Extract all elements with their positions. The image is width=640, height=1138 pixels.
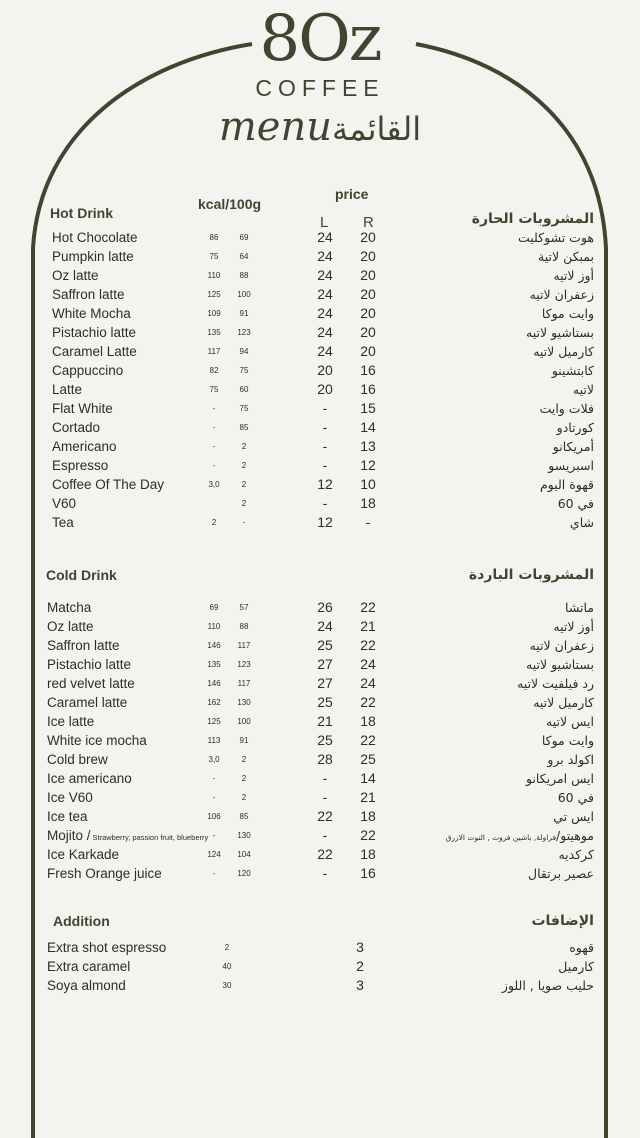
kcal-large: - <box>212 404 216 413</box>
price-large: 20 <box>317 381 333 397</box>
kcal-large: 109 <box>207 309 221 318</box>
item-name-ar: قهوة اليوم <box>540 477 594 492</box>
item-name-en: Ice latte <box>47 714 95 729</box>
kcal-large: 110 <box>207 622 221 631</box>
kcal-large: 125 <box>207 717 221 726</box>
price-large: 25 <box>317 694 333 710</box>
kcal-regular: 117 <box>237 641 251 650</box>
item-name-en: Matcha <box>47 600 92 615</box>
item-name-ar: كابتشينو <box>551 363 594 378</box>
item-name-en: Soya almond <box>47 978 126 993</box>
item-name-en: V60 <box>52 496 77 511</box>
item-name-en: Pistachio latte <box>52 325 137 340</box>
price-large: 22 <box>317 808 333 824</box>
item-name-ar: أوز لاتيه <box>553 268 594 283</box>
kcal-regular: 2 <box>241 755 247 764</box>
item-name-ar: كورتادو <box>556 420 594 435</box>
menu-row <box>0 655 640 674</box>
menu-row <box>0 864 640 883</box>
menu-title-ar: القائمة <box>331 110 422 148</box>
price-regular: 25 <box>360 751 376 767</box>
item-name-ar: ايس لاتيه <box>546 714 594 729</box>
menu-row <box>0 826 640 845</box>
price-value: 3 <box>356 939 364 955</box>
price-regular: 22 <box>360 732 376 748</box>
item-name-en: Latte <box>52 382 83 397</box>
item-name-en: Coffee Of The Day <box>52 477 165 492</box>
item-name-en: Oz latte <box>52 268 99 283</box>
menu-row <box>0 957 640 976</box>
price-regular: 21 <box>360 789 376 805</box>
kcal-regular: 91 <box>239 736 249 745</box>
item-name-ar: بستاشيو لاتيه <box>526 325 594 340</box>
menu-row <box>0 938 640 957</box>
menu-row <box>0 437 640 456</box>
kcal-regular: 130 <box>237 831 251 840</box>
price-regular: 22 <box>360 599 376 615</box>
menu-row <box>0 788 640 807</box>
price-large: 12 <box>317 514 333 530</box>
menu-row <box>0 418 640 437</box>
addition-title-en: Addition <box>53 913 110 929</box>
kcal-large: - <box>212 793 216 802</box>
price-regular: 18 <box>360 495 376 511</box>
brand-logo: 8Oz <box>259 2 381 76</box>
item-name-en: Hot Chocolate <box>52 230 138 245</box>
price-large: 24 <box>317 324 333 340</box>
price-regular: 24 <box>360 656 376 672</box>
menu-row <box>0 285 640 304</box>
menu-title <box>0 104 640 158</box>
kcal-large: 113 <box>207 736 221 745</box>
price-large: 24 <box>317 618 333 634</box>
kcal-large: 135 <box>207 328 221 337</box>
kcal-regular: 2 <box>241 442 247 451</box>
menu-title-en: menu <box>218 104 332 150</box>
kcal-regular: 57 <box>239 603 249 612</box>
menu-row <box>0 674 640 693</box>
item-name-ar: كارميل لاتيه <box>533 344 594 359</box>
item-name-en: Flat White <box>52 401 113 416</box>
price-regular: 12 <box>360 457 376 473</box>
kcal-regular: 85 <box>239 812 249 821</box>
item-name-ar: ايس امريكانو <box>525 771 594 786</box>
menu-row <box>0 342 640 361</box>
menu-row <box>0 693 640 712</box>
price-regular: 14 <box>360 770 376 786</box>
item-name-en: Saffron latte <box>47 638 120 653</box>
kcal-value: 2 <box>224 943 230 952</box>
menu-row <box>0 323 640 342</box>
item-name-en: Cold brew <box>47 752 108 767</box>
kcal-regular: 94 <box>239 347 249 356</box>
price-regular: 20 <box>360 286 376 302</box>
item-name-en: Saffron latte <box>52 287 125 302</box>
kcal-large: 82 <box>209 366 219 375</box>
kcal-regular: 2 <box>241 480 247 489</box>
price-regular: 21 <box>360 618 376 634</box>
price-regular: 20 <box>360 343 376 359</box>
kcal-regular: 64 <box>239 252 249 261</box>
kcal-regular: 69 <box>239 233 249 242</box>
price-large: 28 <box>317 751 333 767</box>
price-large: 25 <box>317 637 333 653</box>
kcal-value: 30 <box>222 981 232 990</box>
price-large: - <box>322 827 328 843</box>
cold-drink-title-en: Cold Drink <box>46 567 117 583</box>
price-large: 27 <box>317 675 333 691</box>
item-name-ar: موهيتو/ <box>556 828 594 843</box>
item-name-en: Cortado <box>52 420 101 435</box>
item-name-en: Pumpkin latte <box>52 249 134 264</box>
price-regular: 20 <box>360 248 376 264</box>
menu-row <box>0 845 640 864</box>
item-name-en: Cappuccino <box>52 363 124 378</box>
price-regular: 24 <box>360 675 376 691</box>
kcal-regular: 91 <box>239 309 249 318</box>
price-large: 22 <box>317 846 333 862</box>
kcal-large: - <box>212 869 216 878</box>
kcal-large: - <box>212 423 216 432</box>
price-regular: 14 <box>360 419 376 435</box>
kcal-regular: 88 <box>239 622 249 631</box>
item-name-en: Ice V60 <box>47 790 93 805</box>
menu-row <box>0 456 640 475</box>
brand-subtitle: COFFEE <box>255 75 385 101</box>
price-regular: - <box>365 514 371 530</box>
price-large: 21 <box>317 713 333 729</box>
price-regular: 13 <box>360 438 376 454</box>
price-regular: 20 <box>360 267 376 283</box>
price-large: - <box>322 789 328 805</box>
kcal-large: 69 <box>209 603 219 612</box>
item-name-ar: اسبريسو <box>548 458 594 473</box>
kcal-large: - <box>212 442 216 451</box>
size-large-header: L <box>320 214 329 231</box>
item-name-en: Extra shot espresso <box>47 940 167 955</box>
menu-row <box>0 361 640 380</box>
price-large: 24 <box>317 248 333 264</box>
menu-row <box>0 247 640 266</box>
item-name-ar: عصير برتقال <box>527 866 594 881</box>
item-name-en: Extra caramel <box>47 959 131 974</box>
addition-title-ar: الإضافات <box>531 913 594 929</box>
item-name-ar: بستاشيو لاتيه <box>526 657 594 672</box>
kcal-regular: - <box>242 518 246 527</box>
item-name-ar: بمبكن لاتية <box>538 249 594 264</box>
price-large: 20 <box>317 362 333 378</box>
item-name-ar: رد فيلفيت لاتيه <box>517 676 594 691</box>
price-value: 2 <box>356 958 364 974</box>
price-regular: 20 <box>360 305 376 321</box>
kcal-header: kcal/100g <box>198 196 262 212</box>
menu-row <box>0 617 640 636</box>
price-regular: 16 <box>360 362 376 378</box>
price-regular: 18 <box>360 808 376 824</box>
item-name-ar: كارميل <box>558 959 594 974</box>
kcal-large: 86 <box>209 233 219 242</box>
item-note-ar: فراولة, باشين فروت , التوت الازرق <box>445 833 557 842</box>
kcal-large: 162 <box>207 698 221 707</box>
item-note-en: Strawberry, passion fruit, blueberry <box>92 833 209 842</box>
kcal-large: 3,0 <box>208 755 220 764</box>
item-name-en: Mojito / <box>47 828 91 843</box>
price-regular: 18 <box>360 846 376 862</box>
item-name-en: Espresso <box>52 458 109 473</box>
item-name-en: red velvet latte <box>47 676 135 691</box>
kcal-regular: 2 <box>241 461 247 470</box>
item-name-ar: شاي <box>569 515 594 530</box>
kcal-regular: 60 <box>239 385 249 394</box>
kcal-regular: 130 <box>237 698 251 707</box>
price-large: 24 <box>317 229 333 245</box>
item-name-en: Oz latte <box>47 619 94 634</box>
price-large: - <box>322 865 328 881</box>
kcal-regular: 88 <box>239 271 249 280</box>
size-regular-header: R <box>363 214 374 231</box>
item-name-ar: لاتيه <box>572 382 594 397</box>
kcal-regular: 85 <box>239 423 249 432</box>
item-name-en: White Mocha <box>52 306 131 321</box>
kcal-regular: 104 <box>237 850 251 859</box>
item-name-en: Ice americano <box>47 771 132 786</box>
price-regular: 16 <box>360 865 376 881</box>
kcal-regular: 117 <box>237 679 251 688</box>
item-name-ar: قهوه <box>569 940 594 955</box>
price-regular: 20 <box>360 229 376 245</box>
price-large: 24 <box>317 305 333 321</box>
price-regular: 22 <box>360 827 376 843</box>
kcal-large: 2 <box>211 518 217 527</box>
kcal-large: - <box>212 774 216 783</box>
item-name-en-group <box>47 826 208 847</box>
item-name-en: White ice mocha <box>47 733 147 748</box>
kcal-regular: 100 <box>237 290 251 299</box>
price-regular: 15 <box>360 400 376 416</box>
menu-row <box>0 513 640 532</box>
kcal-large: 124 <box>207 850 221 859</box>
price-regular: 22 <box>360 637 376 653</box>
menu-row <box>0 636 640 655</box>
price-large: 12 <box>317 476 333 492</box>
menu-row <box>0 266 640 285</box>
cold-drink-title-ar: المشروبات الباردة <box>468 567 594 583</box>
kcal-regular: 75 <box>239 366 249 375</box>
item-name-ar: وايت موكا <box>541 306 594 321</box>
item-name-en: Americano <box>52 439 117 454</box>
item-name-ar: أمريكانو <box>552 439 594 454</box>
kcal-regular: 75 <box>239 404 249 413</box>
kcal-regular: 120 <box>237 869 251 878</box>
item-name-ar: زعفران لاتيه <box>529 287 594 302</box>
kcal-value: 40 <box>222 962 232 971</box>
item-name-en: Fresh Orange juice <box>47 866 162 881</box>
kcal-regular: 2 <box>241 793 247 802</box>
item-name-ar: كارميل لاتيه <box>533 695 594 710</box>
price-large: 25 <box>317 732 333 748</box>
kcal-large: 117 <box>207 347 221 356</box>
price-large: - <box>322 419 328 435</box>
item-name-en: Ice tea <box>47 809 88 824</box>
price-large: - <box>322 495 328 511</box>
price-large: 24 <box>317 286 333 302</box>
menu-row <box>0 976 640 995</box>
kcal-large: 110 <box>207 271 221 280</box>
kcal-regular: 123 <box>237 328 251 337</box>
menu-row <box>0 731 640 750</box>
hot-drink-title-ar: المشروبات الحارة <box>471 211 594 227</box>
item-name-ar: اكولد برو <box>547 752 594 767</box>
item-name-ar: كركديه <box>558 847 594 862</box>
menu-row <box>0 750 640 769</box>
kcal-large: 75 <box>209 385 219 394</box>
item-name-en: Pistachio latte <box>47 657 132 672</box>
price-large: - <box>322 438 328 454</box>
item-name-en: Caramel Latte <box>52 344 137 359</box>
menu-row <box>0 769 640 788</box>
menu-row <box>0 380 640 399</box>
kcal-regular: 123 <box>237 660 251 669</box>
item-name-ar: فلات وايت <box>539 401 594 416</box>
item-name-ar: في 60 <box>557 790 594 805</box>
kcal-large: - <box>212 831 216 840</box>
price-large: - <box>322 400 328 416</box>
item-name-en: Ice Karkade <box>47 847 120 862</box>
item-name-ar: حليب صويا , اللوز <box>501 978 594 993</box>
item-name-ar: في 60 <box>557 496 594 511</box>
kcal-regular: 2 <box>241 499 247 508</box>
price-large: 24 <box>317 343 333 359</box>
menu-row <box>0 807 640 826</box>
kcal-regular: 100 <box>237 717 251 726</box>
price-header: price <box>335 186 369 202</box>
item-name-ar: ايس تي <box>553 809 594 824</box>
price-large: 26 <box>317 599 333 615</box>
item-name-ar-group <box>446 826 594 847</box>
kcal-large: 3,0 <box>208 480 220 489</box>
item-name-ar: زعفران لاتيه <box>529 638 594 653</box>
price-regular: 22 <box>360 694 376 710</box>
item-name-en: Caramel latte <box>47 695 128 710</box>
price-large: - <box>322 457 328 473</box>
price-large: - <box>322 770 328 786</box>
menu-row <box>0 494 640 513</box>
kcal-large: 146 <box>207 641 221 650</box>
kcal-regular: 2 <box>241 774 247 783</box>
item-name-ar: ماتشا <box>565 600 594 615</box>
item-name-ar: هوت تشوكليت <box>517 230 594 245</box>
price-large: 27 <box>317 656 333 672</box>
kcal-large: 75 <box>209 252 219 261</box>
item-name-ar: أوز لاتيه <box>553 619 594 634</box>
kcal-large: - <box>212 461 216 470</box>
menu-row <box>0 712 640 731</box>
item-name-en: Tea <box>52 515 74 530</box>
menu-row <box>0 228 640 247</box>
price-value: 3 <box>356 977 364 993</box>
menu-row <box>0 399 640 418</box>
menu-row <box>0 475 640 494</box>
price-regular: 18 <box>360 713 376 729</box>
kcal-large: 135 <box>207 660 221 669</box>
menu-row <box>0 304 640 323</box>
hot-drink-title-en: Hot Drink <box>50 205 113 221</box>
kcal-large: 106 <box>207 812 221 821</box>
menu-row <box>0 598 640 617</box>
price-large: 24 <box>317 267 333 283</box>
item-name-ar: وايت موكا <box>541 733 594 748</box>
price-regular: 20 <box>360 324 376 340</box>
price-regular: 10 <box>360 476 376 492</box>
kcal-large: 125 <box>207 290 221 299</box>
kcal-large: 146 <box>207 679 221 688</box>
price-regular: 16 <box>360 381 376 397</box>
